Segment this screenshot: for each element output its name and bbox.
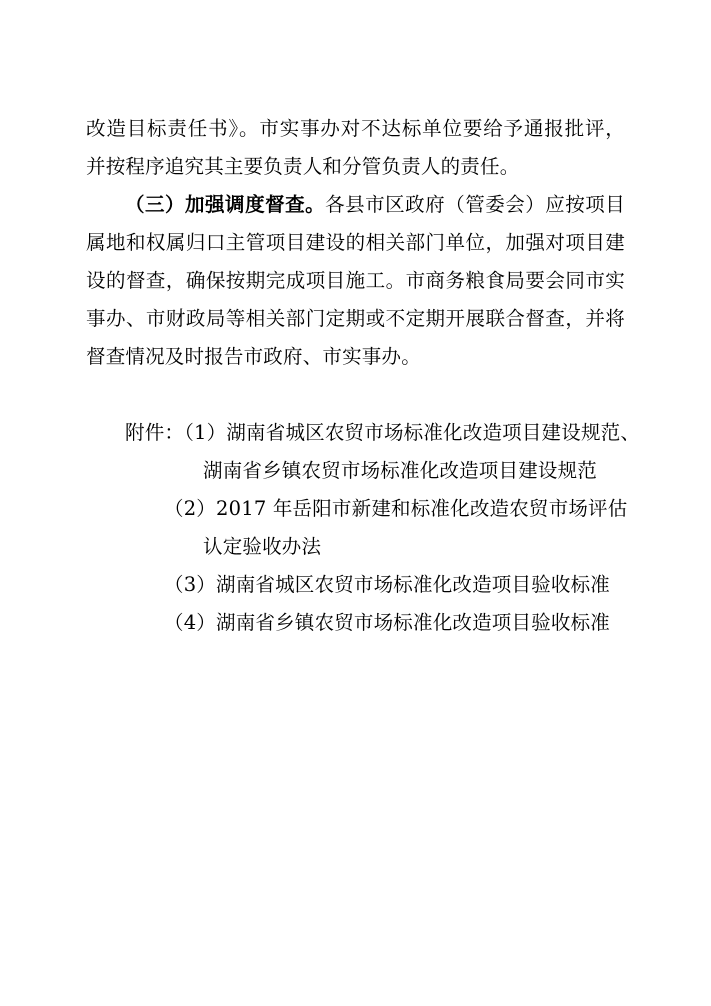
attachment-line: 附件：（1）湖南省城区农贸市场标准化改造项目建设规范、 <box>125 421 641 444</box>
paragraph-section-three <box>86 186 625 376</box>
section-heading-inline: （三）加强调度督查。 <box>125 193 326 216</box>
attachment-list <box>86 414 641 642</box>
paragraph-continued: 改造目标责任书》。市实事办对不达标单位要给予通报批评，并按程序追究其主要负责人和分管负责人的责任。 <box>86 117 625 178</box>
paragraph-spacer <box>86 376 625 414</box>
document-body <box>86 110 641 642</box>
attachment-line: 湖南省乡镇农贸市场标准化改造项目建设规范 <box>203 459 598 482</box>
attachment-line: 认定验收办法 <box>203 535 322 558</box>
section-body-text: 各县市区政府（管委会）应按项目属地和权属归口主管项目建设的相关部门单位，加强对项目建设的督查，确保按期完成项目施工。市商务粮食局要会同市实事办、市财政局等相关部门定期或不定期开展联合督查，并将督查情况及时报告市政府、市实事办。 <box>86 193 625 368</box>
attachment-line: （4）湖南省乡镇农贸市场标准化改造项目验收标准 <box>164 611 611 634</box>
attachment-line: （3）湖南省城区农贸市场标准化改造项目验收标准 <box>164 573 611 596</box>
attachment-line: （2）2017 年岳阳市新建和标准化改造农贸市场评估 <box>164 497 628 520</box>
